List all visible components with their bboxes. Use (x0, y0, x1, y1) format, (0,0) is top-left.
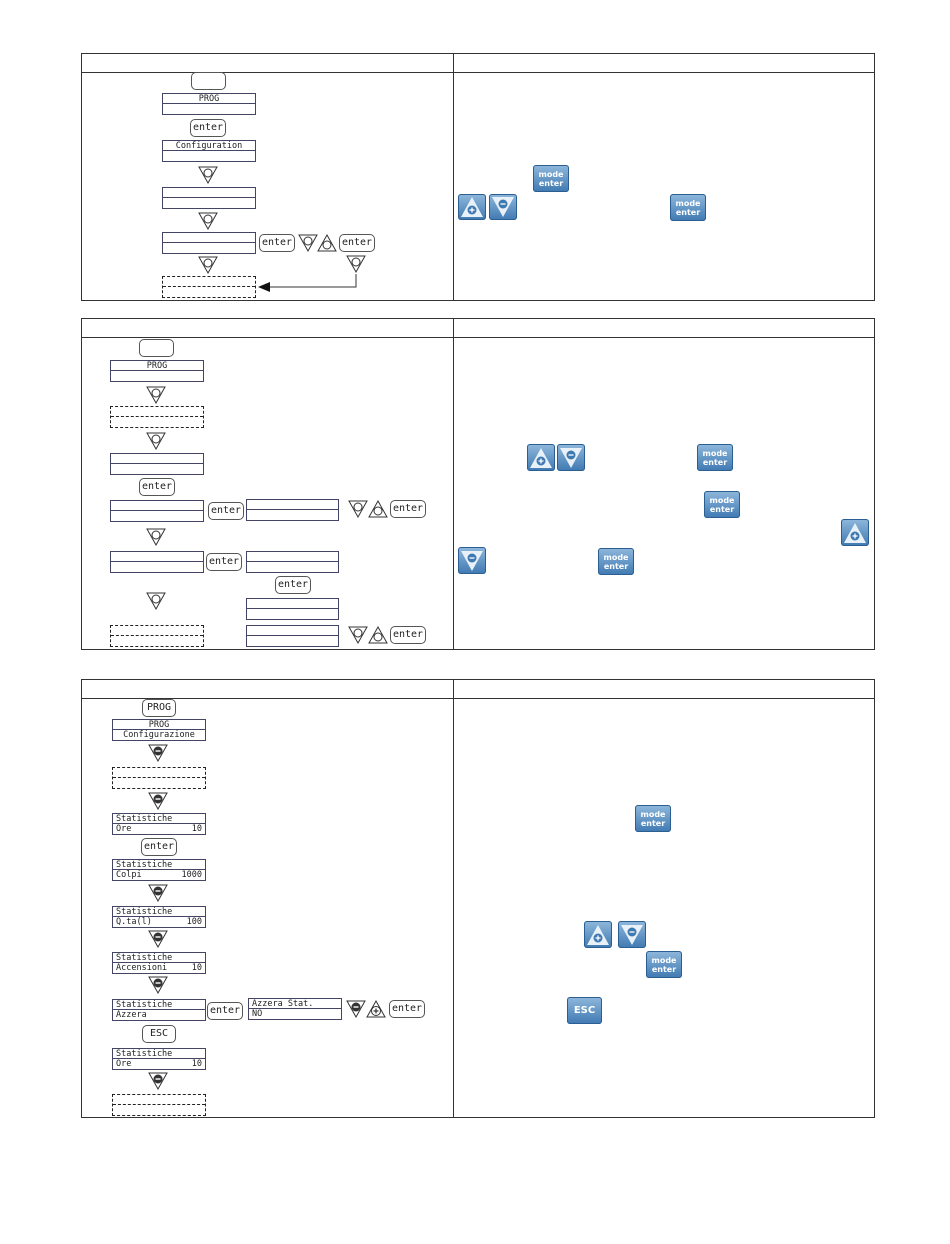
up-key-icon[interactable] (458, 194, 486, 220)
display-line-2 (247, 562, 338, 572)
display-line-2 (113, 870, 205, 880)
display-statistiche-colpi (112, 859, 206, 881)
minus-triangle-icon[interactable] (148, 792, 168, 810)
key-label-mode: mode (675, 198, 701, 208)
display-text: Statistiche (116, 860, 173, 870)
display-line-1 (113, 814, 205, 824)
enter-button[interactable]: enter (390, 500, 426, 518)
key-label-enter: enter (640, 818, 666, 828)
display-line-2 (163, 151, 255, 161)
display-line-1 (249, 999, 341, 1009)
key-label-enter: enter (603, 561, 629, 571)
display-text: Statistiche (116, 814, 173, 824)
minus-triangle-icon[interactable] (148, 1072, 168, 1090)
display-blank (246, 499, 339, 521)
key-label-mode: mode (640, 809, 666, 819)
display-line-1 (113, 953, 205, 963)
triangle-down-icon[interactable] (198, 166, 218, 184)
enter-button[interactable]: enter (208, 502, 244, 520)
display-statistiche-qta (112, 906, 206, 928)
down-key-icon[interactable] (489, 194, 517, 220)
mode-enter-key[interactable] (635, 805, 671, 832)
display-line-1 (113, 1049, 205, 1059)
display-text: Azzera (116, 1010, 147, 1020)
up-key-icon[interactable] (584, 921, 612, 948)
display-line-1 (111, 454, 203, 464)
display-line-1 (113, 768, 205, 778)
triangle-down-icon[interactable] (348, 500, 368, 518)
esc-key[interactable]: ESC (567, 997, 602, 1024)
key-label-mode: mode (603, 552, 629, 562)
display-line-1: PROG (111, 361, 203, 371)
return-arrow (256, 270, 366, 294)
display-value: 10 (191, 1059, 202, 1069)
enter-button[interactable]: enter (339, 234, 375, 252)
display-line-1: PROG (163, 94, 255, 104)
display-statistiche-azzera (112, 999, 206, 1021)
display-text: Colpi (116, 870, 142, 880)
table-header (82, 54, 874, 73)
display-line-1 (111, 407, 203, 417)
display-line-1 (247, 552, 338, 562)
display-statistiche-ore (112, 813, 206, 835)
enter-button[interactable]: enter (389, 1000, 425, 1018)
key-label-mode: mode (651, 955, 677, 965)
display-blank (246, 551, 339, 573)
display-line-2 (111, 511, 203, 521)
display-statistiche-accensioni (112, 952, 206, 974)
display-blank (110, 453, 204, 475)
display-blank (162, 187, 256, 209)
display-text: Azzera Stat. (252, 999, 314, 1009)
display-prog-configurazione (112, 719, 206, 741)
column-divider (453, 319, 454, 649)
display-line-2 (113, 963, 205, 973)
display-configuration (162, 140, 256, 162)
display-line-2 (163, 104, 255, 114)
display-line-2 (247, 510, 338, 520)
display-text: Statistiche (116, 953, 173, 963)
key-label-mode: mode (709, 495, 735, 505)
display-line-2 (111, 417, 203, 427)
minus-triangle-icon[interactable] (148, 744, 168, 762)
display-value: 10 (191, 824, 202, 834)
display-text: Statistiche (116, 1049, 173, 1059)
mode-enter-key[interactable] (670, 194, 706, 221)
minus-triangle-icon[interactable] (148, 976, 168, 994)
table-header (82, 319, 874, 338)
enter-button[interactable]: enter (206, 553, 242, 571)
key-label-enter: enter (538, 178, 564, 188)
display-line-1 (163, 277, 255, 287)
display-statistiche-ore (112, 1048, 206, 1070)
column-divider (453, 680, 454, 1117)
enter-button[interactable]: enter (139, 478, 175, 496)
display-blank (246, 598, 339, 620)
up-key-icon[interactable] (841, 519, 869, 546)
mode-enter-key[interactable] (697, 444, 733, 471)
display-line-2 (163, 243, 255, 253)
display-line-1 (113, 1095, 205, 1105)
enter-button[interactable]: enter (259, 234, 295, 252)
esc-button[interactable]: ESC (142, 1025, 176, 1043)
enter-button[interactable]: enter (207, 1002, 243, 1020)
display-line-2: Configurazione (123, 730, 195, 740)
display-line-2 (111, 371, 203, 381)
mode-enter-key[interactable] (704, 491, 740, 518)
table-header (82, 680, 874, 699)
blank-key[interactable] (191, 72, 226, 90)
column-divider (453, 54, 454, 300)
up-key-icon[interactable] (527, 444, 555, 471)
display-line-2 (247, 609, 338, 619)
triangle-down-icon[interactable] (146, 386, 166, 404)
display-line-1 (247, 626, 338, 636)
plus-triangle-icon[interactable] (366, 1000, 386, 1018)
display-dashed (162, 276, 256, 298)
display-line-2 (111, 636, 203, 646)
display-line-1 (163, 188, 255, 198)
enter-button[interactable]: enter (275, 576, 311, 594)
display-text: Ore (116, 824, 132, 834)
display-line-2 (113, 1105, 205, 1115)
display-line-2 (113, 917, 205, 927)
display-text: NO (252, 1009, 263, 1019)
triangle-up-icon[interactable] (368, 626, 388, 644)
display-azzera-stat (248, 998, 342, 1020)
display-value: 10 (191, 963, 202, 973)
display-line-2 (111, 562, 203, 572)
display-text: Q.ta(l) (116, 917, 152, 927)
display-line-1 (113, 907, 205, 917)
triangle-down-icon[interactable] (146, 528, 166, 546)
display-line-2 (163, 287, 255, 297)
display-dashed (110, 406, 204, 428)
display-line-1 (113, 1000, 205, 1010)
display-line-2 (113, 1059, 205, 1069)
mode-enter-key[interactable] (533, 165, 569, 192)
display-line-1 (111, 501, 203, 511)
display-blank (110, 500, 204, 522)
key-label-enter: enter (709, 504, 735, 514)
minus-triangle-icon[interactable] (148, 930, 168, 948)
display-line-1: PROG (113, 720, 205, 730)
enter-button[interactable]: enter (190, 119, 226, 137)
minus-triangle-icon[interactable] (346, 1000, 366, 1018)
triangle-down-icon[interactable] (146, 592, 166, 610)
display-line-2 (247, 636, 338, 646)
mode-enter-key[interactable] (646, 951, 682, 978)
display-text: Statistiche (116, 1000, 173, 1010)
blank-key[interactable] (139, 339, 174, 357)
display-line-1 (163, 233, 255, 243)
display-dashed (112, 767, 206, 789)
display-blank (162, 232, 256, 254)
enter-button[interactable]: enter (141, 838, 177, 856)
display-value: 100 (186, 917, 202, 927)
display-line-2 (111, 464, 203, 474)
display-line-1 (113, 860, 205, 870)
display-value: 1000 (181, 870, 202, 880)
display-text: Ore (116, 1059, 132, 1069)
display-line-1 (247, 500, 338, 510)
prog-button[interactable]: PROG (142, 699, 176, 717)
down-key-icon[interactable] (618, 921, 646, 948)
display-text: Accensioni (116, 963, 168, 973)
mode-enter-key[interactable] (598, 548, 634, 575)
key-label-enter: enter (675, 207, 701, 217)
triangle-down-icon[interactable] (198, 256, 218, 274)
display-line-2 (113, 778, 205, 788)
enter-button[interactable]: enter (390, 626, 426, 644)
display-prog (162, 93, 256, 115)
triangle-down-icon[interactable] (298, 234, 318, 252)
key-label-mode: mode (702, 448, 728, 458)
down-key-icon[interactable] (458, 547, 486, 574)
triangle-down-icon[interactable] (198, 212, 218, 230)
display-text: Statistiche (116, 907, 173, 917)
display-line-2 (113, 824, 205, 834)
display-line-2 (163, 198, 255, 208)
display-dashed (110, 625, 204, 647)
triangle-up-icon[interactable] (368, 500, 388, 518)
down-key-icon[interactable] (557, 444, 585, 471)
display-dashed (112, 1094, 206, 1116)
display-line-1 (111, 626, 203, 636)
key-label-enter: enter (702, 457, 728, 467)
display-blank (246, 625, 339, 647)
display-line-1: Configuration (163, 141, 255, 151)
triangle-down-icon[interactable] (146, 432, 166, 450)
display-line-2 (113, 1010, 205, 1020)
display-prog (110, 360, 204, 382)
key-label-mode: mode (538, 169, 564, 179)
display-line-1 (247, 599, 338, 609)
triangle-down-icon[interactable] (348, 626, 368, 644)
minus-triangle-icon[interactable] (148, 884, 168, 902)
display-line-2 (249, 1009, 341, 1019)
key-label-enter: enter (651, 964, 677, 974)
display-line-1 (111, 552, 203, 562)
triangle-up-icon[interactable] (317, 234, 337, 252)
display-blank (110, 551, 204, 573)
